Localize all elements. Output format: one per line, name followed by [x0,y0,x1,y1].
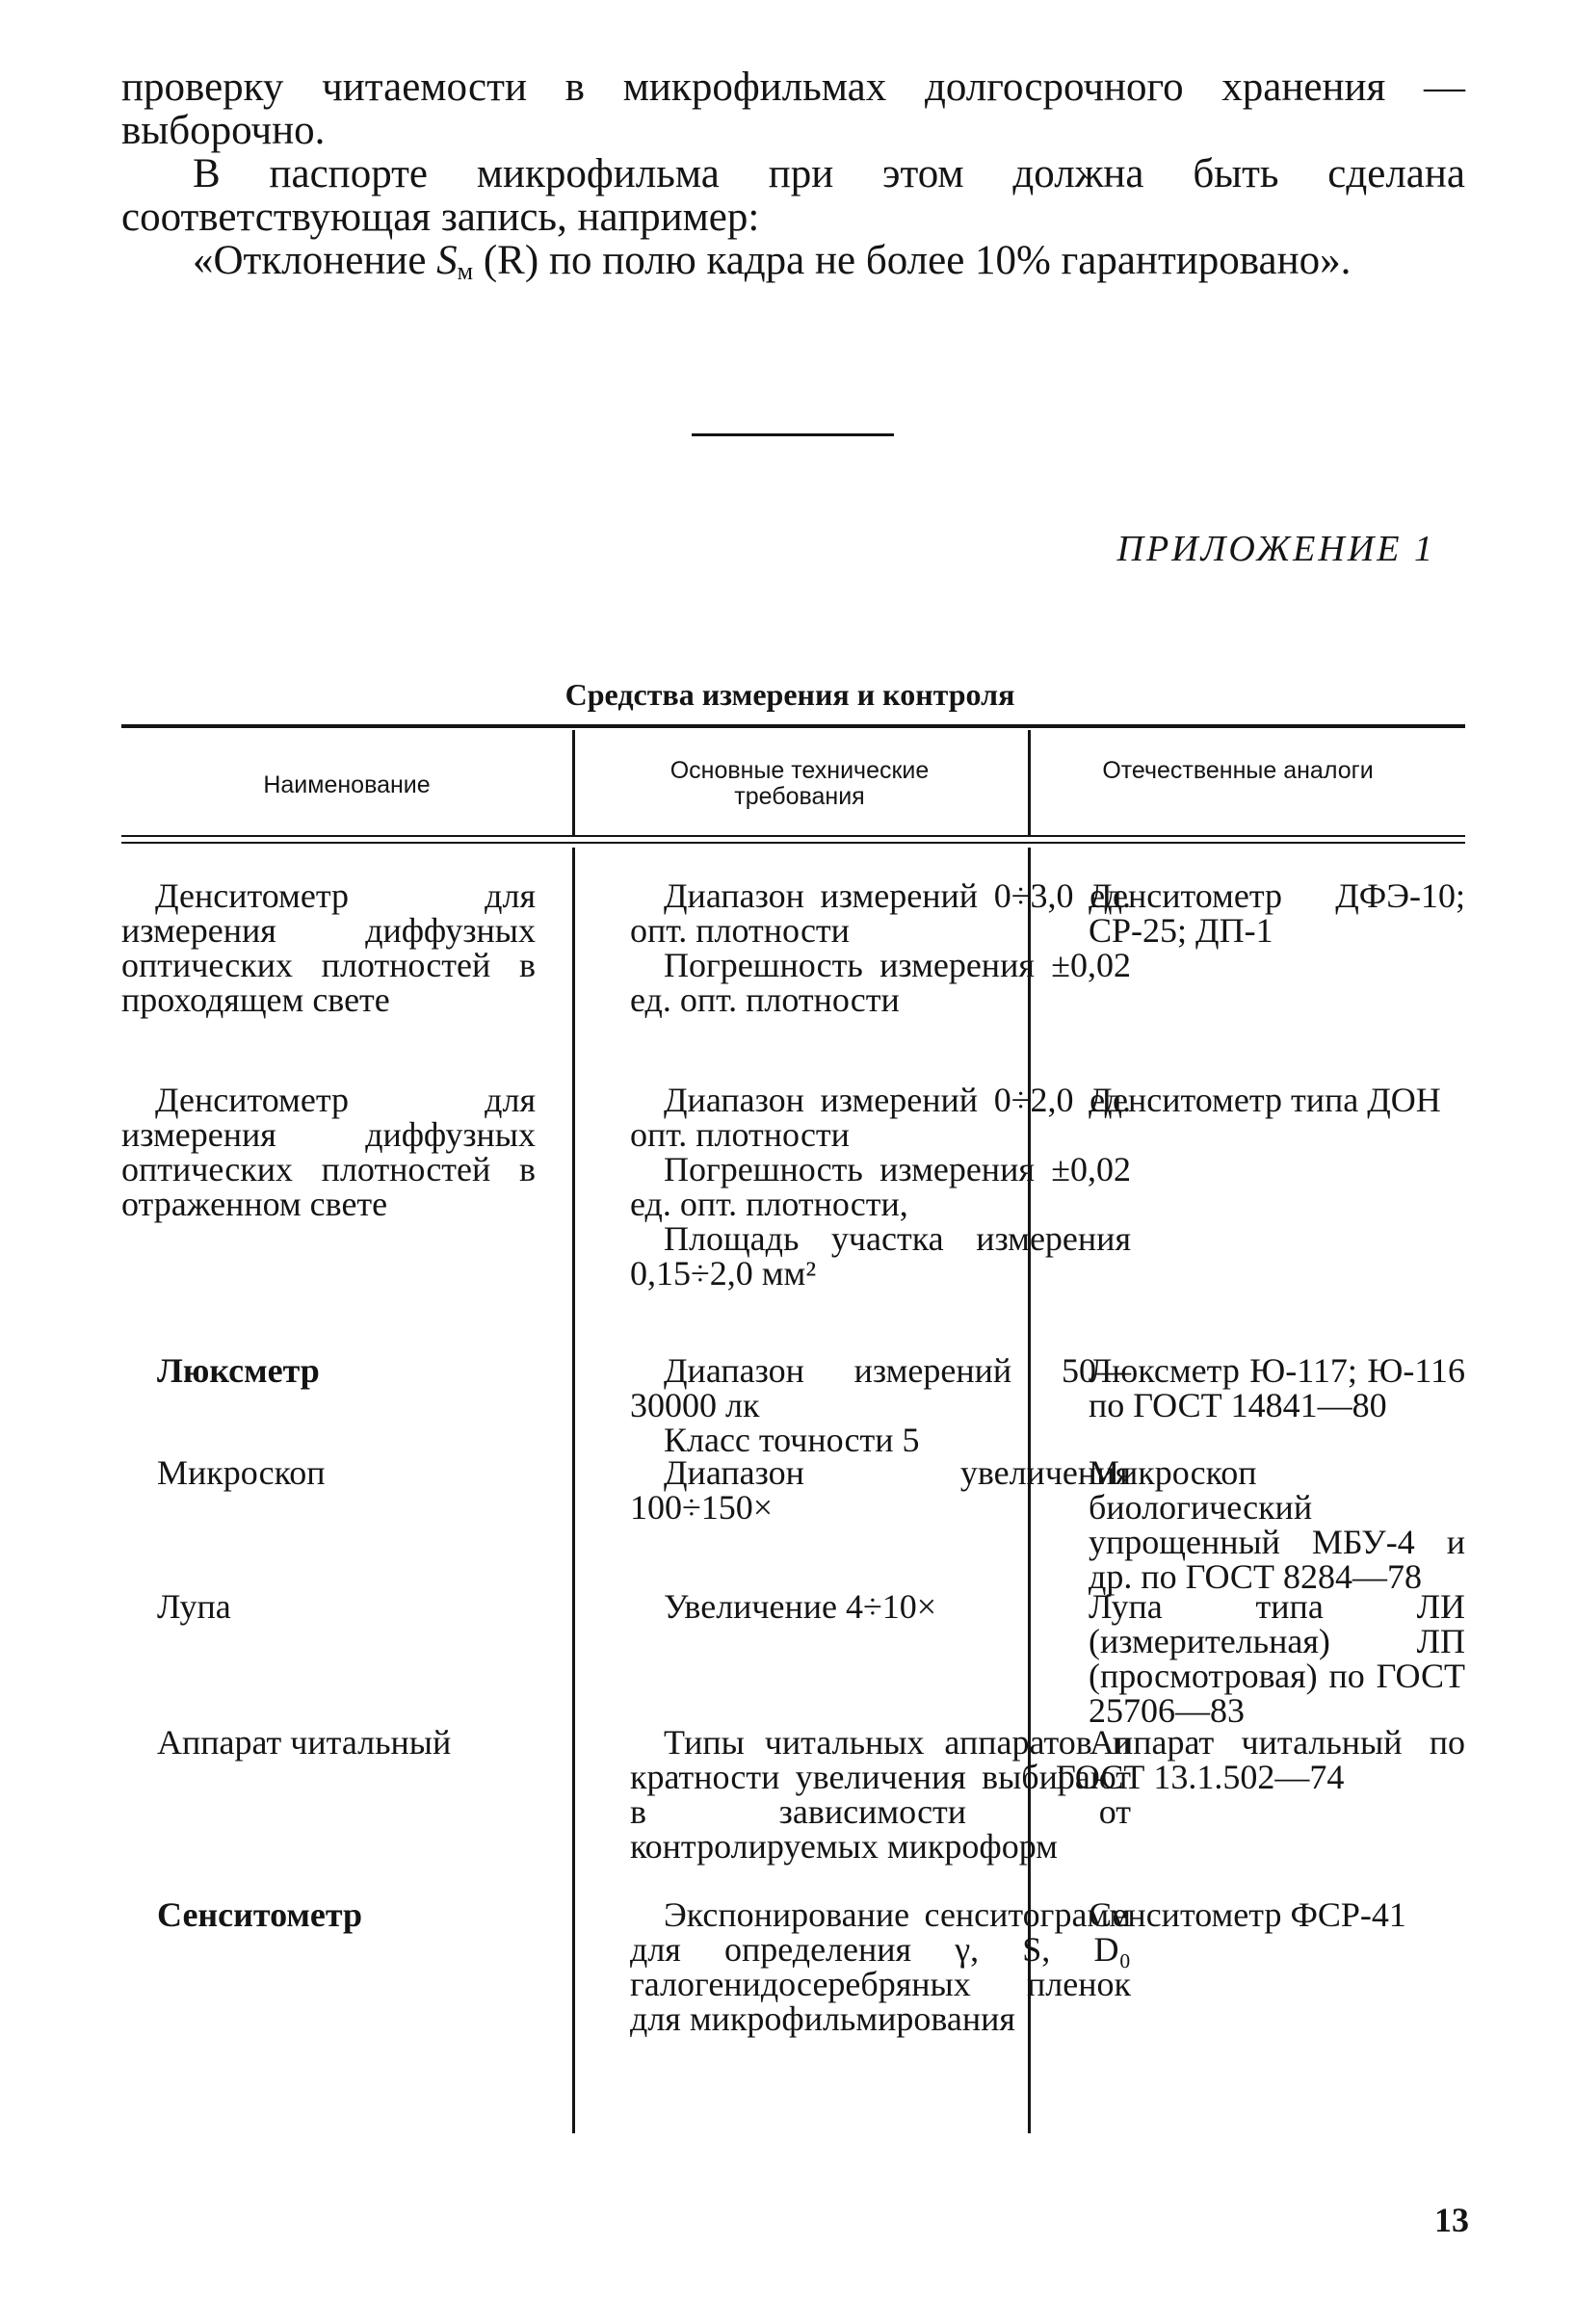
requirement-text: Погрешность измерения ±0,02 ед. опт. плотности, [630,1150,1131,1223]
row-name-text: Сенситометр [157,1895,363,1934]
requirement-text: Диапазон измерений 0÷2,0 ед. опт. плотности [630,1081,1131,1154]
appendix-label: ПРИЛОЖЕНИЕ 1 [1116,529,1435,569]
row-name [121,1083,536,1221]
row-analogs-text: Аппарат читальный по ГОСТ 13.1.502—74 [1056,1723,1465,1796]
requirement-text: Диапазон измерений 0÷3,0 ед. опт. плотности [630,876,1131,950]
requirement-text: Типы читальных аппаратов и кратности увеличения выбирают в зависимости от контролируемых микроформ [630,1723,1131,1866]
table-column-divider-1-body [572,848,575,2133]
row-analogs-text: Сенситометр ФСР-41 [1089,1895,1406,1934]
row-name [157,1589,536,1624]
table-header-rule-1 [121,835,1465,837]
row-name [121,878,536,1017]
row-name [157,1897,536,1932]
intro-paragraph-3-start: «Отклонение [193,238,437,283]
row-analogs-text: Денситометр ДФЭ-10; СР-25; ДП-1 [1089,876,1465,950]
row-name-text: Денситометр для измерения диффузных оптических плотностей в проходящем свете [121,876,536,1019]
intro-paragraph-1: проверку читаемости в микрофильмах долгосрочного хранения — выборочно. [121,65,1465,153]
row-name-text: Люксметр [157,1351,320,1390]
header-requirements: Основные технические требования [669,757,930,810]
row-analogs-text: Денситометр типа ДОН [1089,1081,1441,1119]
requirement-text: Класс точности 5 [664,1421,920,1459]
r-symbol: (R) [473,238,539,283]
row-requirements [630,1455,1131,1525]
intro-text [121,65,1465,293]
row-name [157,1725,536,1760]
row-requirements [630,1353,1131,1457]
requirement-text: Экспонирование сенситограмм для определения γ, S, D₀ галогенидосеребряных пленок для микрофильмирования [630,1895,1131,2038]
sm-subscript: м [457,257,474,285]
row-analogs-text: Люксметр Ю-117; Ю-116 по ГОСТ 14841—80 [1089,1351,1465,1424]
row-name-text: Лупа [157,1587,231,1626]
requirement-text: Увеличение 4÷10× [664,1587,937,1626]
row-requirements [630,1589,1131,1624]
row-name [157,1455,536,1490]
row-analogs-text: Лупа типа ЛИ (измерительная) ЛП (просмотровая) по ГОСТ 25706—83 [1089,1587,1465,1730]
sm-symbol: S [436,238,458,283]
row-analogs [1089,878,1465,948]
section-separator [692,433,894,436]
requirement-text: Диапазон измерений 50—30000 лк [630,1351,1131,1424]
intro-paragraph-3-end: по полю кадра не более 10% гарантировано». [538,238,1352,283]
row-name [157,1353,536,1388]
row-analogs [1089,1083,1465,1117]
row-name-text: Микроскоп [157,1453,326,1492]
header-name: Наименование [263,771,431,798]
row-requirements [630,878,1131,1017]
row-name-text: Денситометр для измерения диффузных оптических плотностей в отраженном свете [121,1081,536,1223]
header-analogs: Отечественные аналоги [1102,757,1374,784]
row-analogs [1089,1455,1465,1594]
table-column-divider-1 [572,730,575,835]
row-analogs [1056,1725,1465,1794]
row-analogs-text: Микроскоп биологический упрощенный МБУ-4 и др. по ГОСТ 8284—78 [1089,1453,1465,1596]
requirement-text: Площадь участка измерения 0,15÷2,0 мм² [630,1219,1131,1293]
row-analogs [1089,1589,1465,1728]
table-column-divider-2 [1028,730,1031,835]
table-top-rule [121,724,1465,728]
table-title: Средства измерения и контроля [564,677,1015,712]
row-requirements [630,1897,1131,2036]
requirement-text: Диапазон увеличения 100÷150× [630,1453,1131,1527]
table-header-rule-2 [121,842,1465,844]
intro-paragraph-2: В паспорте микрофильма при этом должна быть сделана соответствующая запись, например: [121,151,1465,240]
row-analogs [1089,1897,1465,1932]
row-requirements [630,1083,1131,1291]
page-number: 13 [1434,2201,1469,2239]
row-name-text: Аппарат читальный [157,1723,452,1762]
intro-paragraph-3 [121,239,1465,293]
row-analogs [1089,1353,1465,1423]
requirement-text: Погрешность измерения ±0,02 ед. опт. плотности [630,946,1131,1019]
